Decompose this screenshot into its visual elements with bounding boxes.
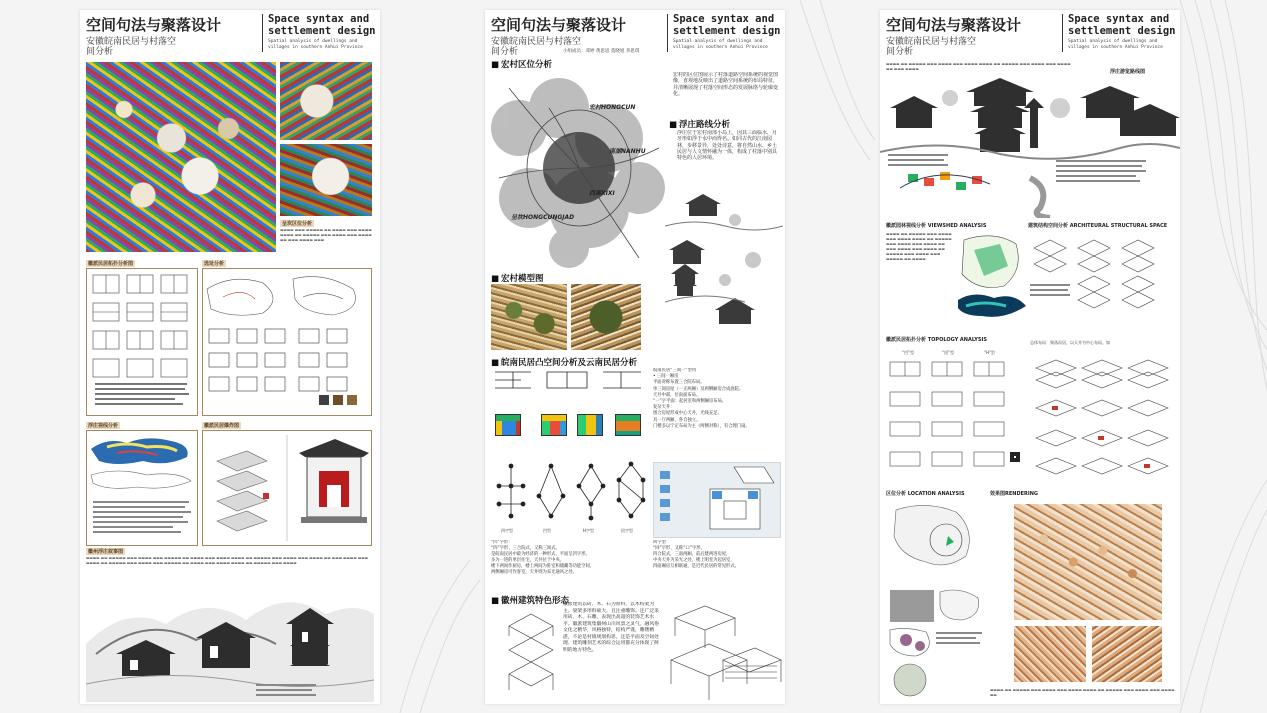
board-subtitle-cn: 安徽皖南民居与村落空间分析	[491, 37, 582, 57]
map-label-xixi: 西溪XIXI	[589, 190, 615, 197]
hongcun-location-map	[489, 68, 665, 268]
board-title-en: Space syntax and settlement design	[268, 13, 376, 37]
section-title-fuzhuang-view: 浮庄视线分析	[88, 423, 119, 429]
topology-type-1: “凹”型	[902, 350, 915, 355]
board-subtitle-en: Spatial analysis of dwellings and villages in southern Anhui Province	[268, 39, 363, 50]
route-narrative-text: ▬▬▬▬ ▬▬ ▬▬▬▬▬ ▬▬▬ ▬▬▬▬ ▬▬▬ ▬▬▬▬▬ ▬▬ ▬▬▬▬ ▬▬▬ ▬▬▬▬ ▬▬▬▬ ▬▬ ▬▬▬▬▬ ▬▬▬ ▬▬▬▬ ▬▬▬ ▬▬▬▬ ▬▬ ▬▬▬ ▬▬▬▬ ▬▬▬ ▬▬▬▬ ▬▬ ▬▬▬▬▬ ▬▬▬ ▬▬▬▬ ▬▬▬ ▬▬▬▬▬ ▬▬ ▬▬▬▬ ▬▬▬ ▬▬▬▬ ▬▬▬▬ ▬▬ ▬▬▬▬▬ ▬▬▬ ▬▬▬▬	[86, 556, 369, 565]
header-divider	[1062, 14, 1063, 52]
hongcun-model-photo-2	[571, 284, 641, 350]
board-title-en: Space syntax and settlement design	[673, 13, 781, 37]
convex-note-line: 复杂天井：	[653, 405, 675, 411]
fuzhuang-route-illustrations	[665, 190, 783, 360]
poster-board-1	[80, 10, 380, 704]
hongcun-model-photo-1	[491, 284, 567, 350]
topology-frame	[86, 268, 198, 416]
section-title-structure: 建筑结构空间分析 ARCHITEURAL STRUCTURAL SPACE	[1028, 223, 1168, 229]
topology-caption: 总体布局：聚落而居，以天井为中心布局。如	[1030, 340, 1110, 345]
convex-note-line: 平面对称布置三合院布局。	[653, 380, 705, 386]
convex-note-line: 皖南民居“三间一”型用	[653, 368, 697, 373]
rendering-model-photo-large	[1014, 504, 1162, 620]
section-title-architecture: ■ 徽州建筑特色形态	[491, 594, 569, 606]
board-title-en: Space syntax and settlement design	[1068, 13, 1176, 37]
site-analysis-diagram	[203, 269, 371, 415]
board-subtitle-en: Spatial analysis of dwellings and villages in southern Anhui Province	[1068, 39, 1163, 50]
convex-notes	[653, 368, 781, 458]
graph-label-4: 回字型	[621, 528, 633, 533]
graph-label-3: H字型	[583, 528, 595, 533]
topology-type-3: “H”型	[984, 350, 995, 355]
topology-diagram	[87, 269, 197, 415]
ink-landscape-illustration	[86, 584, 374, 702]
rendering-model-photo-2	[1092, 626, 1162, 682]
rendering-notes: ▬▬▬▬ ▬▬ ▬▬▬▬▬ ▬▬▬ ▬▬▬▬ ▬▬▬ ▬▬▬▬ ▬▬▬▬ ▬▬ ▬▬▬▬▬ ▬▬▬ ▬▬▬▬ ▬▬▬ ▬▬▬▬ ▬▬	[990, 688, 1175, 697]
header-divider	[667, 14, 668, 52]
explode-diagram	[203, 431, 371, 545]
route-description: 浮庄位于宏村南部小岛上，因其三面临水，月牙形如浮于水中而得名。如同古代的江南园林，步移景异，处处诗意，将自然山水、乡土民居与人文情怀融为一体，构成了村落中别具特色的人居环境。	[677, 130, 778, 162]
section-title-topology: 徽派民居拓扑分析图	[88, 261, 134, 267]
convex-note-line: 天井中部，位南面布局。	[653, 392, 701, 398]
viewshed-frame	[86, 430, 198, 546]
model-detail-photo-1	[280, 62, 372, 140]
section-title-location: 区位分析 LOCATION ANALYSIS	[886, 491, 965, 497]
convex-plan-color-4	[615, 414, 641, 436]
viewshed-notes: ▬▬▬▬ ▬▬ ▬▬▬▬▬ ▬▬▬ ▬▬▬▬ ▬▬▬ ▬▬▬▬ ▬▬▬▬ ▬▬ ▬▬▬▬▬ ▬▬▬ ▬▬▬▬ ▬▬▬ ▬▬▬▬ ▬▬ ▬▬▬ ▬▬▬▬ ▬▬▬ ▬▬▬▬ ▬▬ ▬▬▬▬▬ ▬▬▬ ▬▬▬▬ ▬▬▬ ▬▬▬▬▬ ▬▬ ▬▬▬▬	[886, 232, 952, 261]
model-detail-photo-2	[280, 144, 372, 216]
section-title-model: ■ 宏村模型图	[491, 272, 544, 284]
header-divider	[262, 14, 263, 52]
section-title-explode: 徽派民居爆炸图	[204, 423, 240, 429]
convex-note-line: • 三间一厢房	[653, 374, 679, 380]
convex-bottom-right-text: 回字型 “回”字形，又称“口”字形， 四合院式，三面两厢，前后建两进房屋， 中央天井为采光之处，楼上明堂为起居室， 四面厢房互相联通，是近代民居的常见形式。	[653, 540, 739, 569]
roof-structure-drawings	[665, 600, 783, 704]
convex-note-line: 具一厅两厢，各自独立。	[653, 417, 701, 423]
graph-label-1: 四字型	[501, 528, 513, 533]
section-title-viewshed: 徽派园林视线分析 VIEWSHED ANALYSIS	[886, 223, 987, 229]
yunnan-plan-diagram	[654, 463, 780, 537]
map-label-nanhu: 南湖NANHU	[609, 148, 646, 155]
yunnan-plan-panel	[653, 462, 781, 538]
section-title-rendering: 效果图RENDERING	[990, 491, 1039, 497]
convex-space-plans	[491, 368, 651, 452]
map-label-chengkan: 呈坎HONGCUNGJAD	[511, 214, 575, 221]
section-title-fuzhuang-route: 徽州浮庄叙事图	[88, 549, 124, 555]
convex-plan-color-1	[495, 414, 521, 436]
convex-plan-color-2	[541, 414, 567, 436]
location-description: 宏村的区位图展示了村落道路空间系统的视觉图像，直观地反映出了道路空间系统的布局特征，并清晰展现了村落空间形态的发展脉络与轮廓变化。	[673, 72, 779, 97]
section-title-chengkan: 呈坎区位分析	[282, 221, 313, 227]
explode-frame	[202, 430, 372, 546]
convex-note-line: 门楼多以宁定布局为主（两侧对称），有合理门扇。	[653, 423, 750, 429]
architecture-description: 徽派建筑以砖、木、石为原料，以木构架为主。梁架多用料硕大，且注重雕饰。还广泛采用砖、木、石雕，表现出高超的装饰艺术水平。徽派建筑集徽州山川风景之灵气，融风俗文化之精华，风格独特，结构严谨，雕镂精湛，不论是村镇规划构思，还是平面及空间处理、建筑雕刻艺术的综合运用都充分体现了鲜明的地方特色。	[563, 602, 659, 653]
graph-label-2: 凹型	[543, 528, 551, 533]
section-title-convex: ■ 皖南民居凸空间分析及云南民居分析	[491, 356, 637, 368]
justified-graphs	[491, 456, 651, 528]
structure-isometric-drawings	[1028, 232, 1176, 336]
board-title-cn: 空间句法与聚落设计	[886, 16, 1022, 34]
viewshed-diagram	[954, 230, 1026, 330]
intro-text: ▬▬▬▬ ▬▬ ▬▬▬▬▬ ▬▬▬ ▬▬▬▬ ▬▬▬ ▬▬▬▬ ▬▬▬▬ ▬▬ ▬▬▬▬▬ ▬▬▬ ▬▬▬▬ ▬▬▬ ▬▬▬▬ ▬▬ ▬▬▬ ▬▬▬▬	[886, 62, 1071, 71]
section-title-site: 选址分析	[204, 261, 225, 267]
board-subtitle-cn: 安徽皖南民居与村落空间分析	[86, 37, 177, 57]
structure-sketch-1	[505, 606, 557, 702]
convex-note-line: 单三间房屋（一正两厢）及两侧厢房合成庭院。	[653, 386, 744, 392]
section-title-route-map: 浮庄游览路线图	[1110, 69, 1146, 75]
convex-bottom-left-text: “凹”字形： “四”字形，三合院式，又称三间式。 是皖南民居中最为经济的一种形式，平面呈凹字形。 多为一进的单层住宅，天井位于中央， 楼下两间作厨房，楼上两间为卧室和储藏等功能空间， 两侧厢房可作客室，天井则为采光通风之处。	[491, 540, 595, 575]
section-title-location: ■ 宏村区位分析	[491, 58, 552, 70]
topology-type-2: “回”型	[942, 350, 955, 355]
board-title-cn: 空间句法与聚落设计	[86, 16, 222, 34]
viewshed-map	[87, 431, 197, 545]
rendering-model-photo-1	[1014, 626, 1086, 682]
village-model-photo	[86, 62, 276, 252]
topology-grid-diagrams	[886, 358, 1174, 486]
fuzhuang-collage-illustration	[880, 78, 1180, 218]
board-subtitle-en: Spatial analysis of dwellings and villages in southern Anhui Province	[673, 39, 768, 50]
section-title-topology: 徽派民居拓扑分析 TOPOLOGY ANALYSIS	[886, 337, 987, 343]
board-title-cn: 空间句法与聚落设计	[491, 16, 627, 34]
convex-note-line: “一”字平面：起居室和两侧厢房布局。	[653, 399, 727, 405]
board-subtitle-cn: 安徽皖南民居与村落空间分析	[886, 37, 977, 57]
map-label-hongcun: 宏村HONGCUN	[589, 104, 636, 111]
site-analysis-frame	[202, 268, 372, 416]
poster-board-3	[880, 10, 1180, 704]
chengkan-text-block: ▬▬▬▬ ▬▬▬ ▬▬▬▬▬ ▬▬ ▬▬▬▬ ▬▬▬ ▬▬▬▬ ▬▬▬▬ ▬▬ ▬▬▬▬▬ ▬▬▬ ▬▬▬▬ ▬▬▬ ▬▬▬▬ ▬▬ ▬▬▬ ▬▬▬▬ ▬▬▬	[280, 228, 372, 242]
authors-line: 小组成员：邓婷 黄思思 莫晓旭 李思琪	[563, 49, 640, 54]
section-title-route: ■ 浮庄路线分析	[669, 118, 730, 130]
convex-plan-color-3	[577, 414, 603, 436]
poster-board-2	[485, 10, 785, 704]
location-maps	[886, 500, 986, 700]
convex-note-line: 围合房屋形成中心天井，光线充足。	[653, 411, 722, 417]
